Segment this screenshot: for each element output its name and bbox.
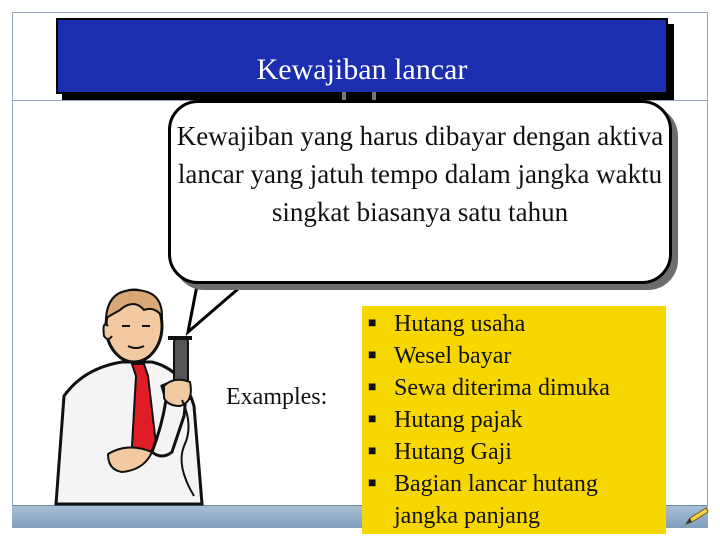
list-item: ■ Hutang pajak	[368, 407, 523, 433]
list-item: ■ Wesel bayar	[368, 343, 512, 369]
title-box	[56, 18, 668, 94]
list-item: ■ Sewa diterima dimuka	[368, 375, 610, 401]
speech-bubble	[168, 100, 672, 284]
list-item: ■ Hutang usaha	[368, 311, 526, 337]
examples-label: Examples:	[226, 384, 328, 410]
definition-text: Kewajiban yang harus dibayar dengan aktiva lancar yang jatuh tempo dalam jangka waktu singkat biasanya satu tahun	[176, 121, 664, 227]
pencil-icon	[684, 506, 710, 528]
slide-title: Kewajiban lancar	[256, 53, 468, 86]
list-item: ■ Bagian lancar hutang jangka panjang	[368, 471, 598, 529]
list-item: ■ Hutang Gaji	[368, 439, 512, 465]
examples-list	[364, 308, 664, 532]
man-phone-icon	[44, 276, 244, 506]
